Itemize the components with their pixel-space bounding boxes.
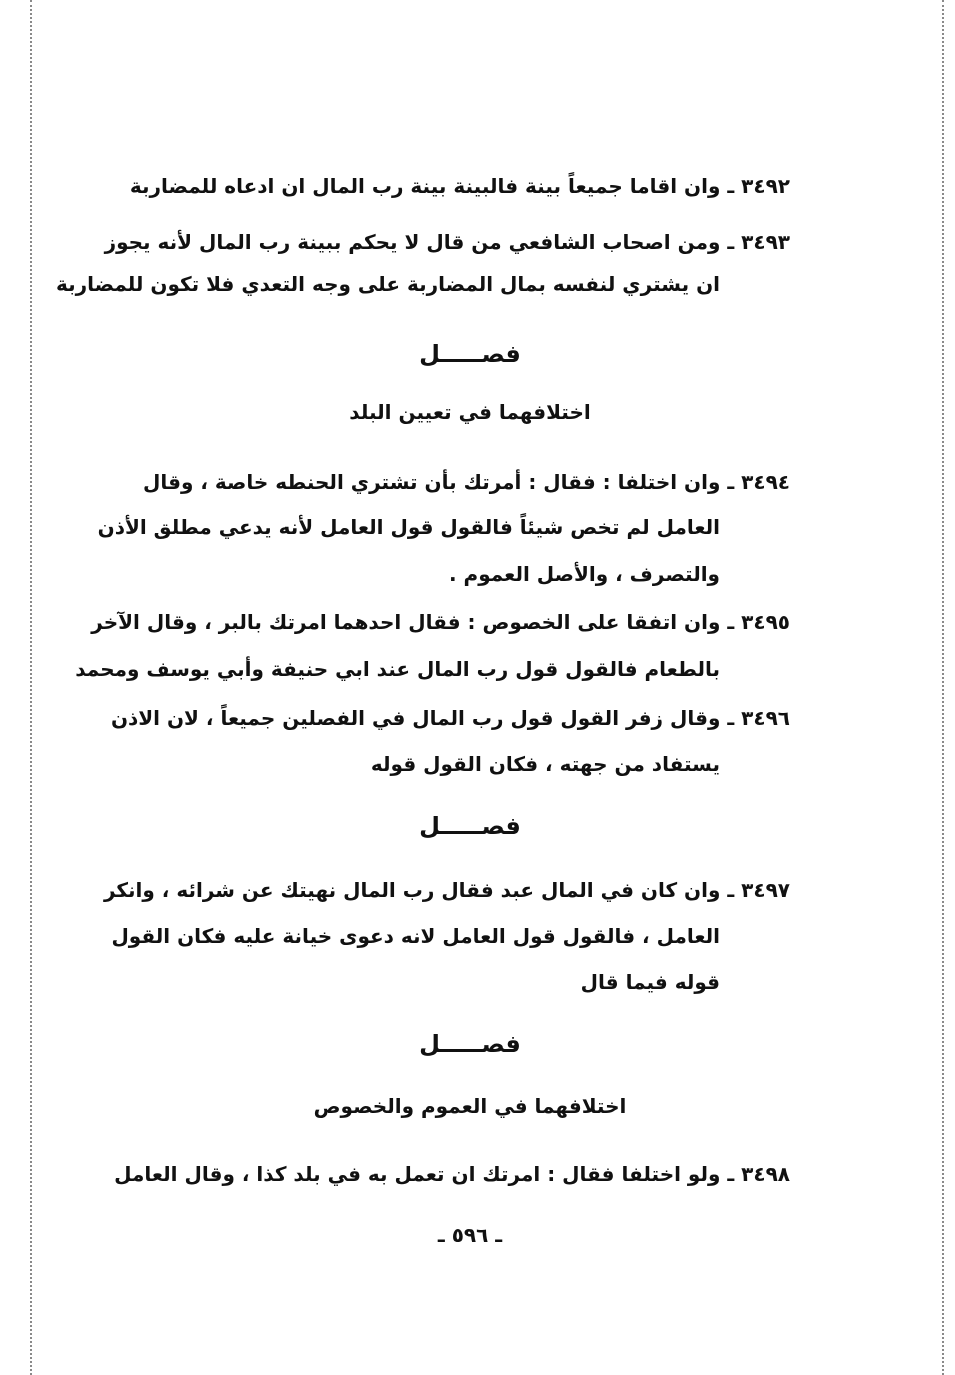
page-number: ـ ٥٩٦ ـ bbox=[437, 1223, 503, 1247]
paragraph-3496-line-1: ٣٤٩٦ ـ وقال زفر القول قول رب المال في الفصلين جميعاً ، لان الاذن bbox=[110, 706, 790, 730]
section-heading-fasl-2: فصـــــل bbox=[419, 812, 521, 840]
paragraph-3497-line-2: العامل ، فالقول قول العامل لانه دعوى خيانة عليه فكان القول bbox=[111, 924, 720, 948]
section-subheading-country: اختلافهما في تعيين البلد bbox=[349, 400, 591, 424]
paragraph-3493-line-1: ٣٤٩٣ ـ ومن اصحاب الشافعي من قال لا يحكم ببينة رب المال لأنه يجوز bbox=[104, 230, 790, 254]
paragraph-3497-line-1: ٣٤٩٧ ـ وان كان في المال عبد فقال رب المال نهيتك عن شرائه ، وانكر bbox=[103, 878, 790, 902]
paragraph-3494-line-2: العامل لم تخص شيئاً فالقول قول العامل لأنه يدعي مطلق الأذن bbox=[97, 515, 720, 539]
paragraph-3496-line-2: يستفاد من جهته ، فكان القول قوله bbox=[370, 752, 720, 776]
paragraph-3495-line-1: ٣٤٩٥ ـ وان اتفقا على الخصوص : فقال احدهما امرتك بالبر ، وقال الآخر bbox=[91, 610, 790, 634]
paragraph-3494-line-1: ٣٤٩٤ ـ وان اختلفا : فقال : أمرتك بأن تشتري الحنطه خاصة ، وقال bbox=[142, 470, 790, 494]
paragraph-3495-line-2: بالطعام فالقول قول رب المال عند ابي حنيفة وأبي يوسف ومحمد bbox=[75, 657, 720, 681]
left-dotted-margin-line bbox=[30, 0, 32, 1375]
section-subheading-generality: اختلافهما في العموم والخصوص bbox=[313, 1094, 627, 1118]
paragraph-3498-line-1: ٣٤٩٨ ـ ولو اختلفا فقال : امرتك ان تعمل به في بلد كذا ، وقال العامل bbox=[114, 1162, 790, 1186]
paragraph-3497-line-3: قوله فيما قال bbox=[580, 970, 720, 994]
section-heading-fasl-3: فصـــــل bbox=[419, 1030, 521, 1058]
section-heading-fasl-1: فصـــــل bbox=[419, 340, 521, 368]
paragraph-3493-line-2: ان يشتري لنفسه بمال المضاربة على وجه التعدي فلا تكون للمضاربة bbox=[55, 272, 720, 296]
right-dotted-margin-line bbox=[942, 0, 944, 1375]
paragraph-3494-line-3: والتصرف ، والأصل العموم . bbox=[448, 562, 720, 586]
paragraph-3492-line-1: ٣٤٩٢ ـ وان اقاما جميعاً بينة فالبينة بينة رب المال ان ادعاه للمضاربة bbox=[129, 174, 790, 198]
